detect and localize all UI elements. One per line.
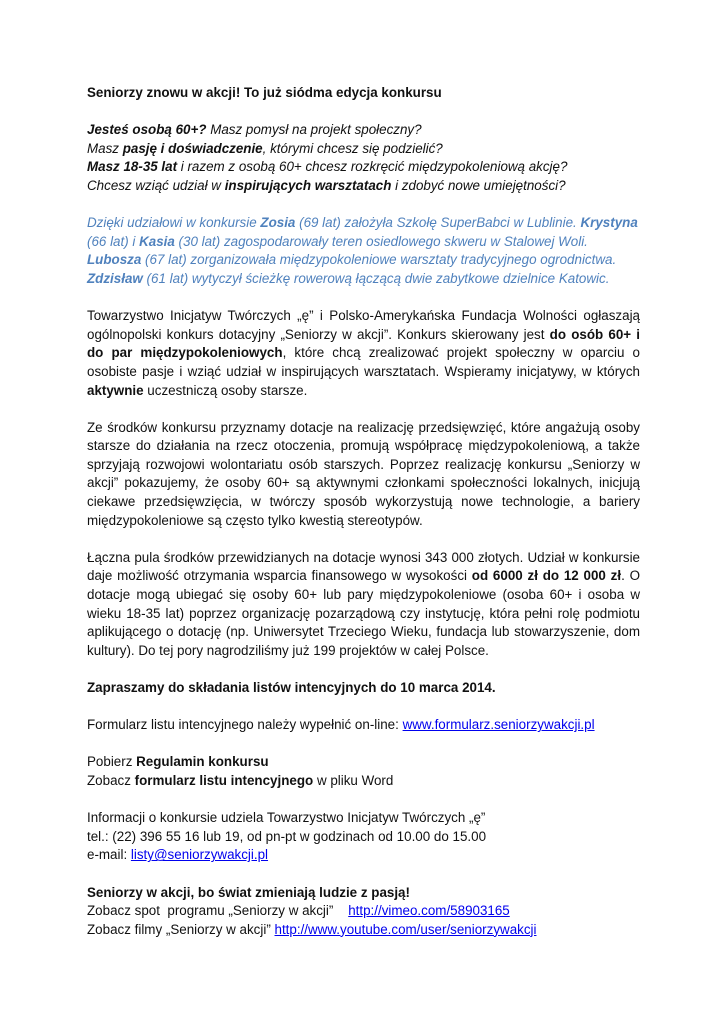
- question-2-text: , którymi chcesz się podzielić?: [262, 140, 443, 156]
- contact-phone: tel.: (22) 396 55 16 lub 19, od pn-pt w godzinach od 10.00 do 15.00: [87, 828, 487, 844]
- pool-text-2: . O dotacje mogą ubiegać się osoby 60+ lub pary międzypokoleniowe (osoba 60+ i osoba w wieku 18-35 lat) poprzez organizację pozarządową czy instytucję, która pełni rolę podmiotu aplikującego o dotację (np. Uniwersytet Trzeciego Wieku, fundacja lub stowarzyszenie, dom kultury). Do tej pory nagrodziliśmy już 199 projektów w całej Polsce.: [87, 568, 640, 658]
- youtube-link[interactable]: http://www.youtube.com/user/seniorzywakcji: [274, 921, 537, 937]
- pool-bold-amount: od 6000 zł do 12 000 zł: [471, 568, 622, 584]
- intro-bold-active: aktywnie: [87, 382, 144, 398]
- question-4: [87, 177, 640, 196]
- contact-info: Informacji o konkursie udziela Towarzystwo Inicjatyw Twórczych „ę”: [87, 810, 486, 826]
- download-form-suffix: w pliku Word: [313, 772, 394, 788]
- form-line: [87, 716, 640, 735]
- question-3: [87, 158, 640, 177]
- examples-text-3: (66 lat) i: [87, 233, 140, 249]
- vimeo-link[interactable]: http://vimeo.com/58903165: [348, 903, 510, 919]
- intent-form-link[interactable]: formularz listu intencyjnego: [134, 772, 314, 788]
- question-2-prefix: Masz: [87, 140, 123, 156]
- examples-text-5: (67 lat) zorganizowała międzypokoleniowe warsztaty tradycyjnego ogrodnictwa.: [141, 252, 617, 268]
- pool-text-1: Łączna pula środków przewidzianych na dotacje wynosi 343 000 złotych. Udział w konkursie daje możliwość otrzymania wsparcia finansowego w wysokości: [87, 549, 640, 584]
- intro-text-2: , które chcą zrealizować projekt społeczny w oparciu o osobiste pasje i wziąć udział w inspirujących warsztatach. Wspieramy inicjatywy, w których: [87, 345, 641, 379]
- download-form-prefix: Zobacz: [87, 772, 135, 788]
- question-1-bold: Jesteś osobą 60+?: [87, 122, 207, 138]
- example-name-zosia: Zosia: [260, 215, 296, 231]
- question-3-text: i razem z osobą 60+ chcesz rozkręcić międzypokoleniową akcję?: [177, 159, 568, 175]
- document-heading: Seniorzy znowu w akcji! To już siódma edycja konkursu: [87, 85, 442, 100]
- contact-email-line: [87, 846, 640, 865]
- examples-paragraph: [87, 214, 640, 288]
- form-link[interactable]: www.formularz.seniorzywakcji.pl: [402, 717, 595, 733]
- funding-paragraph: Ze środków konkursu przyznamy dotacje na realizację przedsięwzięć, które angażują osoby starsze do działania na rzecz otoczenia, promują współpracę międzypokoleniową, a także sprzyjają rozwojowi wolontariatu osób starszych. Poprzez realizację konkursu „Seniorzy w akcji” pokazujemy, że osoby 60+ są aktywnymi członkami społeczności lokalnych, inicjują ciekawe przedsięwzięcia, w twórczy sposób wykorzystują nowe technologie, a bariery międzypokoleniowe są często tylko kwestią stereotypów.: [87, 419, 640, 528]
- example-name-lubosza: Lubosza: [87, 252, 142, 268]
- email-label: e-mail:: [87, 847, 131, 863]
- intro-paragraph: [87, 307, 640, 400]
- closing-slogan: Seniorzy w akcji, bo świat zmieniają ludzie z pasją!: [87, 884, 410, 900]
- document-body: [87, 84, 640, 939]
- question-4-bold: inspirujących warsztatach: [224, 177, 392, 193]
- regulations-link[interactable]: Regulamin konkursu: [136, 754, 269, 770]
- films-text: Zobacz filmy „Seniorzy w akcji”: [87, 921, 275, 937]
- closing-block: [87, 884, 640, 940]
- intro-text-3: uczestniczą osoby starsze.: [143, 382, 308, 398]
- contact-block: [87, 809, 640, 865]
- examples-text-2: (69 lat) założyła Szkołę SuperBabci w Lublinie.: [295, 215, 581, 231]
- question-4-text: i zdobyć nowe umiejętności?: [391, 177, 566, 193]
- download-regulations-prefix: Pobierz: [87, 754, 137, 770]
- downloads-block: [87, 753, 640, 790]
- films-line: [87, 921, 640, 940]
- invite-line: Zapraszamy do składania listów intencyjnych do 10 marca 2014.: [87, 680, 496, 695]
- examples-text-4: (30 lat) zagospodarowały teren osiedlowego skweru w Stalowej Woli.: [174, 233, 588, 249]
- pool-paragraph: [87, 549, 640, 661]
- question-1: [87, 121, 640, 140]
- spot-line: [87, 902, 640, 921]
- email-link[interactable]: listy@seniorzywakcji.pl: [130, 847, 269, 863]
- form-text: Formularz listu intencyjnego należy wypełnić on-line:: [87, 717, 403, 733]
- example-name-kasia: Kasia: [139, 233, 175, 249]
- questions-block: [87, 121, 640, 195]
- spot-text: Zobacz spot programu „Seniorzy w akcji”: [87, 903, 349, 919]
- question-2-bold: pasję i doświadczenie: [122, 140, 263, 156]
- question-2: [87, 140, 640, 159]
- question-4-prefix: Chcesz wziąć udział w: [87, 177, 225, 193]
- download-form: [87, 772, 640, 791]
- intro-text-1: Towarzystwo Inicjatyw Twórczych „ę” i Polsko-Amerykańska Fundacja Wolności ogłaszają ogólnopolski konkurs dotacyjny „Seniorzy w akcji”. Konkurs skierowany jest: [87, 308, 640, 342]
- examples-text-1: Dzięki udziałowi w konkursie: [87, 215, 261, 231]
- question-3-bold: Masz 18-35 lat: [87, 159, 178, 175]
- example-name-krystyna: Krystyna: [580, 215, 638, 231]
- intro-bold-target-group: do osób 60+ i do par międzypokoleniowych: [87, 326, 640, 361]
- download-regulations: [87, 753, 640, 772]
- question-1-text: Masz pomysł na projekt społeczny?: [206, 122, 422, 138]
- example-name-zdzislaw: Zdzisław: [87, 270, 143, 286]
- examples-text-6: (61 lat) wytyczył ścieżkę rowerową łączącą dwie zabytkowe dzielnice Katowic.: [142, 270, 610, 286]
